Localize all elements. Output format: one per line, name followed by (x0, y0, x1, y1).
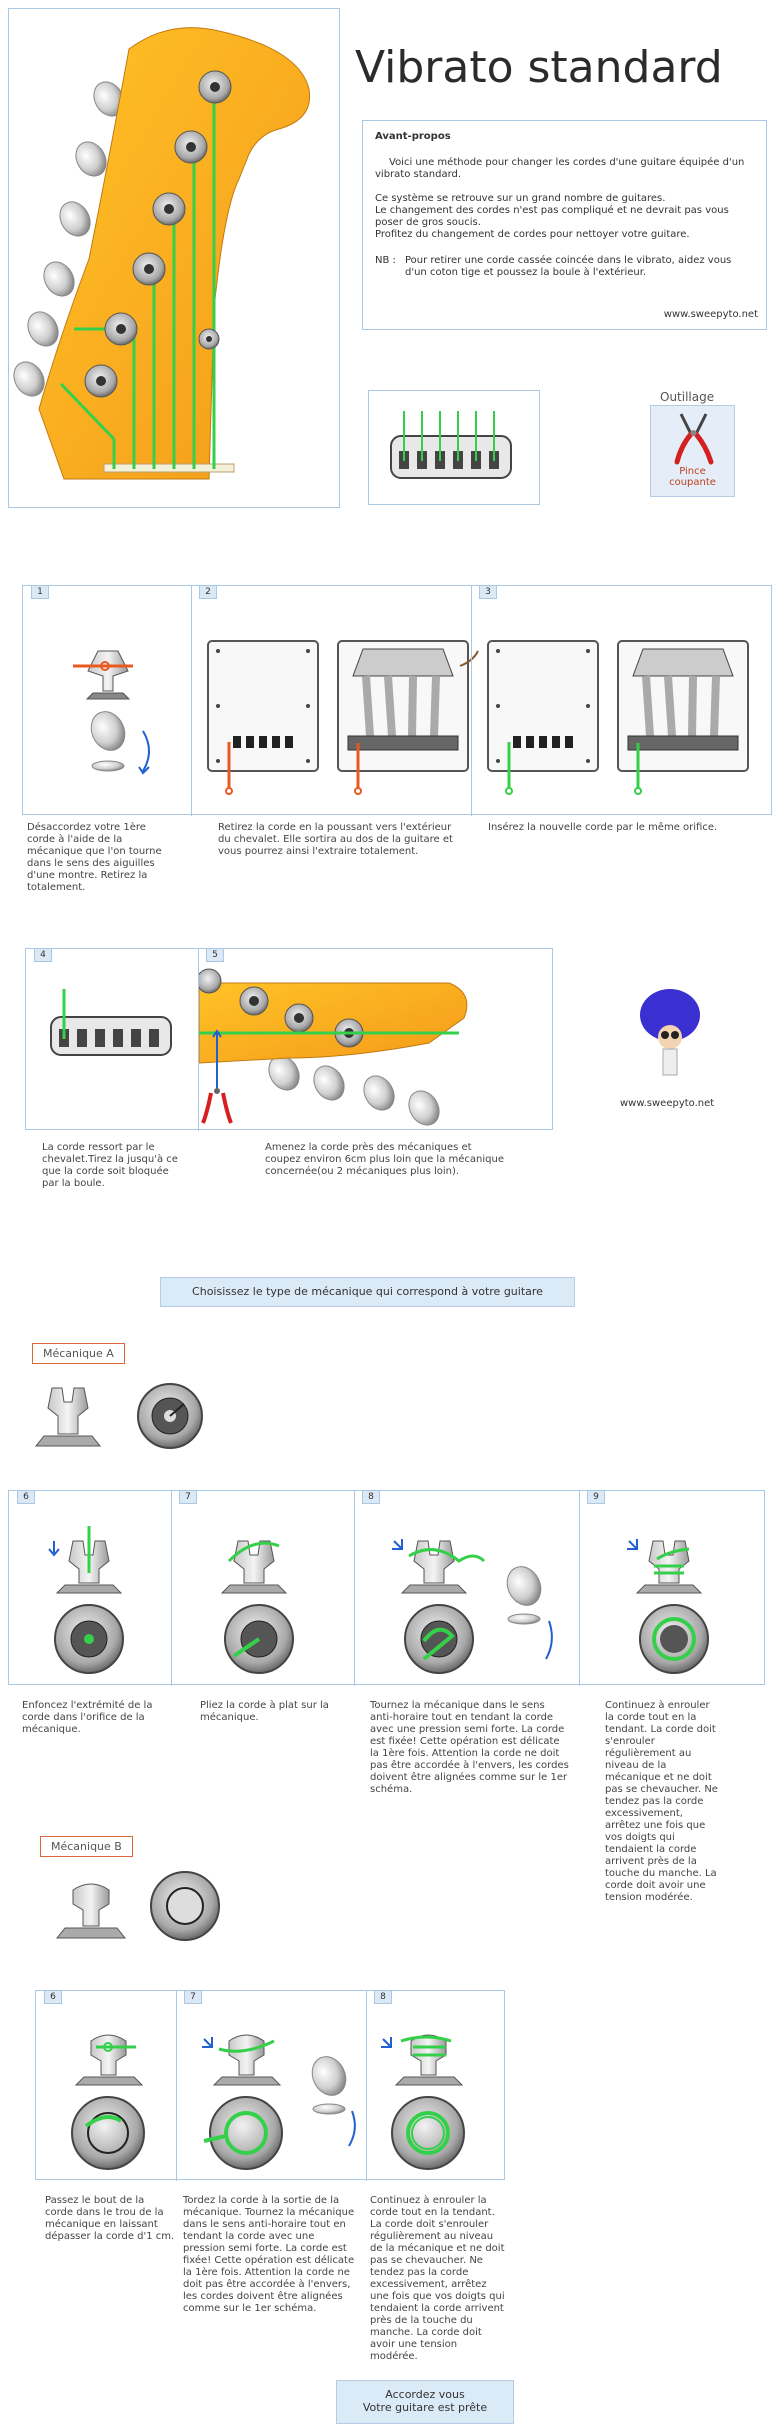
mechanism-b-panel (35, 1990, 505, 2180)
mech-a-step-7-number: 7 (179, 1490, 197, 1504)
mech-b-step-7-caption: Tordez la corde à la sortie de la mécanique. Tournez la mécanique dans le sens anti-horaire tout en tendant la corde avec une pression semi forte. La corde est fixée! Cette opération est délicate la 1ère fois. Attention la corde ne doit pas être accordée à l'envers, les cordes doivent être alignées comme sur le 1er schéma. (183, 2195, 355, 2314)
mech-b-step-8-caption: Continuez à enrouler la corde tout en la tendant. La corde doit s'enrouler régulièrement au niveau de la mécanique et ne doit pas se chevaucher. Ne tendez pas la corde excessivement, arrêtez une fois que vos doigts qui tendaient la corde arrivent près de la touche du manche. La corde doit avoir une tension modérée. (370, 2195, 505, 2362)
step-5-number: 5 (206, 948, 224, 962)
mech-a-step-8-caption: Tournez la mécanique dans le sens anti-horaire tout en tendant la corde avec une pression semi forte. La corde est fixée! Cette opération est délicate la 1ère fois. Attention la corde ne doit pas être accordée à l'envers, les cordes doivent être alignées comme sur le 1er schéma. (370, 1700, 569, 1795)
intro-nb-text: Pour retirer une corde cassée coincée dans le vibrato, aidez vous d'un coton tige et poussez la boule à l'extérieur. (405, 255, 732, 278)
choose-mechanism-button[interactable]: Choisissez le type de mécanique qui correspond à votre guitare (160, 1277, 575, 1307)
step-4-illustration (36, 989, 206, 1069)
mech-a-step-8-number: 8 (362, 1490, 380, 1504)
mech-a-step-9-illustration (589, 1511, 759, 1681)
step-4-number: 4 (34, 948, 52, 962)
bridge-thumbnail (368, 390, 540, 505)
mechanism-b-overview (45, 1870, 235, 1950)
mech-b-step-7-illustration (184, 2011, 364, 2176)
intro-paragraph-2b: Le changement des cordes n'est pas compliqué et ne devrait pas vous poser de gros soucis. (375, 205, 729, 228)
intro-paragraph-1: Voici une méthode pour changer les cordes d'une guitare équipée d'un vibrato standard. (375, 157, 745, 180)
step-5-illustration (199, 963, 553, 1129)
mechanism-a-overview (30, 1378, 220, 1458)
mech-b-step-8-cell (366, 1991, 367, 2181)
mech-b-step-8-illustration (371, 2011, 501, 2176)
mech-b-step-6-number: 6 (44, 1990, 62, 2004)
mech-b-step-7-cell (176, 1991, 177, 2181)
mech-a-step-6-number: 6 (17, 1490, 35, 1504)
mech-b-step-8-number: 8 (374, 1990, 392, 2004)
step-2-caption: Retirez la corde en la poussant vers l'extérieur du chevalet. Elle sortira au dos de la guitare et vous pourrez ainsi l'extraire totalement. (218, 822, 453, 857)
mech-a-step-6-caption: Enfoncez l'extrémité de la corde dans l'orifice de la mécanique. (22, 1700, 153, 1735)
mechanism-b-label: Mécanique B (40, 1836, 133, 1857)
tool-label-1: Pince (679, 466, 706, 477)
final-button-line-2: Votre guitare est prête (362, 2401, 488, 2414)
intro-paragraph-2a: Ce système se retrouve sur un grand nombre de guitares. (375, 193, 666, 204)
step-1-illustration (43, 621, 173, 791)
steps-1-3-panel (22, 585, 772, 815)
mechanism-a-panel (8, 1490, 765, 1685)
step-1-number: 1 (31, 585, 49, 599)
step-3-cell (471, 586, 472, 816)
mech-a-step-7-cell (171, 1491, 172, 1686)
mascot-illustration (635, 985, 705, 1095)
mech-a-step-7-illustration (184, 1511, 344, 1681)
step-2-number: 2 (199, 585, 217, 599)
tools-heading: Outillage (660, 390, 715, 404)
step-3-number: 3 (479, 585, 497, 599)
mech-a-step-9-cell (579, 1491, 580, 1686)
mech-a-step-9-caption: Continuez à enrouler la corde tout en la tendant. La corde doit s'enrouler régulièrement au niveau de la mécanique et ne doit pas se chevaucher. Ne tendez pas la corde excessivement, arrêtez une fois que vos doigts qui tendaient la corde arrivent près de la touche du manche. La corde doit avoir une tension modérée. (605, 1700, 718, 1903)
mech-a-step-9-number: 9 (587, 1490, 605, 1504)
tool-pliers-card (650, 405, 735, 497)
pliers-icon (651, 406, 736, 466)
headstock-illustration (8, 8, 340, 508)
mech-b-step-6-caption: Passez le bout de la corde dans le trou de la mécanique en laissant dépasser la corde d'1 cm. (45, 2195, 175, 2242)
tool-label-2: coupante (669, 477, 716, 488)
step-5-caption: Amenez la corde près des mécaniques et coupez environ 6cm plus loin que la mécanique concernée(ou 2 mécaniques plus loin). (265, 1142, 504, 1177)
final-tune-button[interactable] (336, 2380, 514, 2424)
intro-nb-label: NB : (375, 255, 396, 266)
intro-heading: Avant-propos (375, 131, 451, 142)
intro-paragraph-2c: Profitez du changement de cordes pour nettoyer votre guitare. (375, 229, 690, 240)
steps-4-5-panel (25, 948, 553, 1130)
mech-b-step-6-illustration (46, 2011, 186, 2176)
page-title: Vibrato standard (355, 42, 723, 93)
step-3-illustration (478, 621, 768, 801)
mech-a-step-6-illustration (29, 1511, 169, 1681)
intro-site-link[interactable]: www.sweepyto.net (663, 309, 758, 320)
intro-panel (362, 120, 767, 330)
mech-a-step-8-cell (354, 1491, 355, 1686)
mechanism-a-label: Mécanique A (32, 1343, 125, 1364)
mascot-site-link[interactable]: www.sweepyto.net (620, 1098, 715, 1109)
step-1-caption: Désaccordez votre 1ère corde à l'aide de la mécanique que l'on tourne dans le sens des aiguilles d'une montre. Retirez la totalement. (27, 822, 162, 893)
mech-a-step-7-caption: Pliez la corde à plat sur la mécanique. (200, 1700, 329, 1723)
step-2-cell (191, 586, 192, 816)
mech-a-step-8-illustration (364, 1511, 564, 1681)
final-button-line-1: Accordez vous (385, 2388, 465, 2401)
step-4-caption: La corde ressort par le chevalet.Tirez la jusqu'à ce que la corde soit bloquée par la boule. (42, 1142, 178, 1189)
step-2-illustration (198, 621, 488, 801)
step-3-caption: Insérez la nouvelle corde par le même orifice. (488, 822, 718, 833)
mech-b-step-7-number: 7 (184, 1990, 202, 2004)
